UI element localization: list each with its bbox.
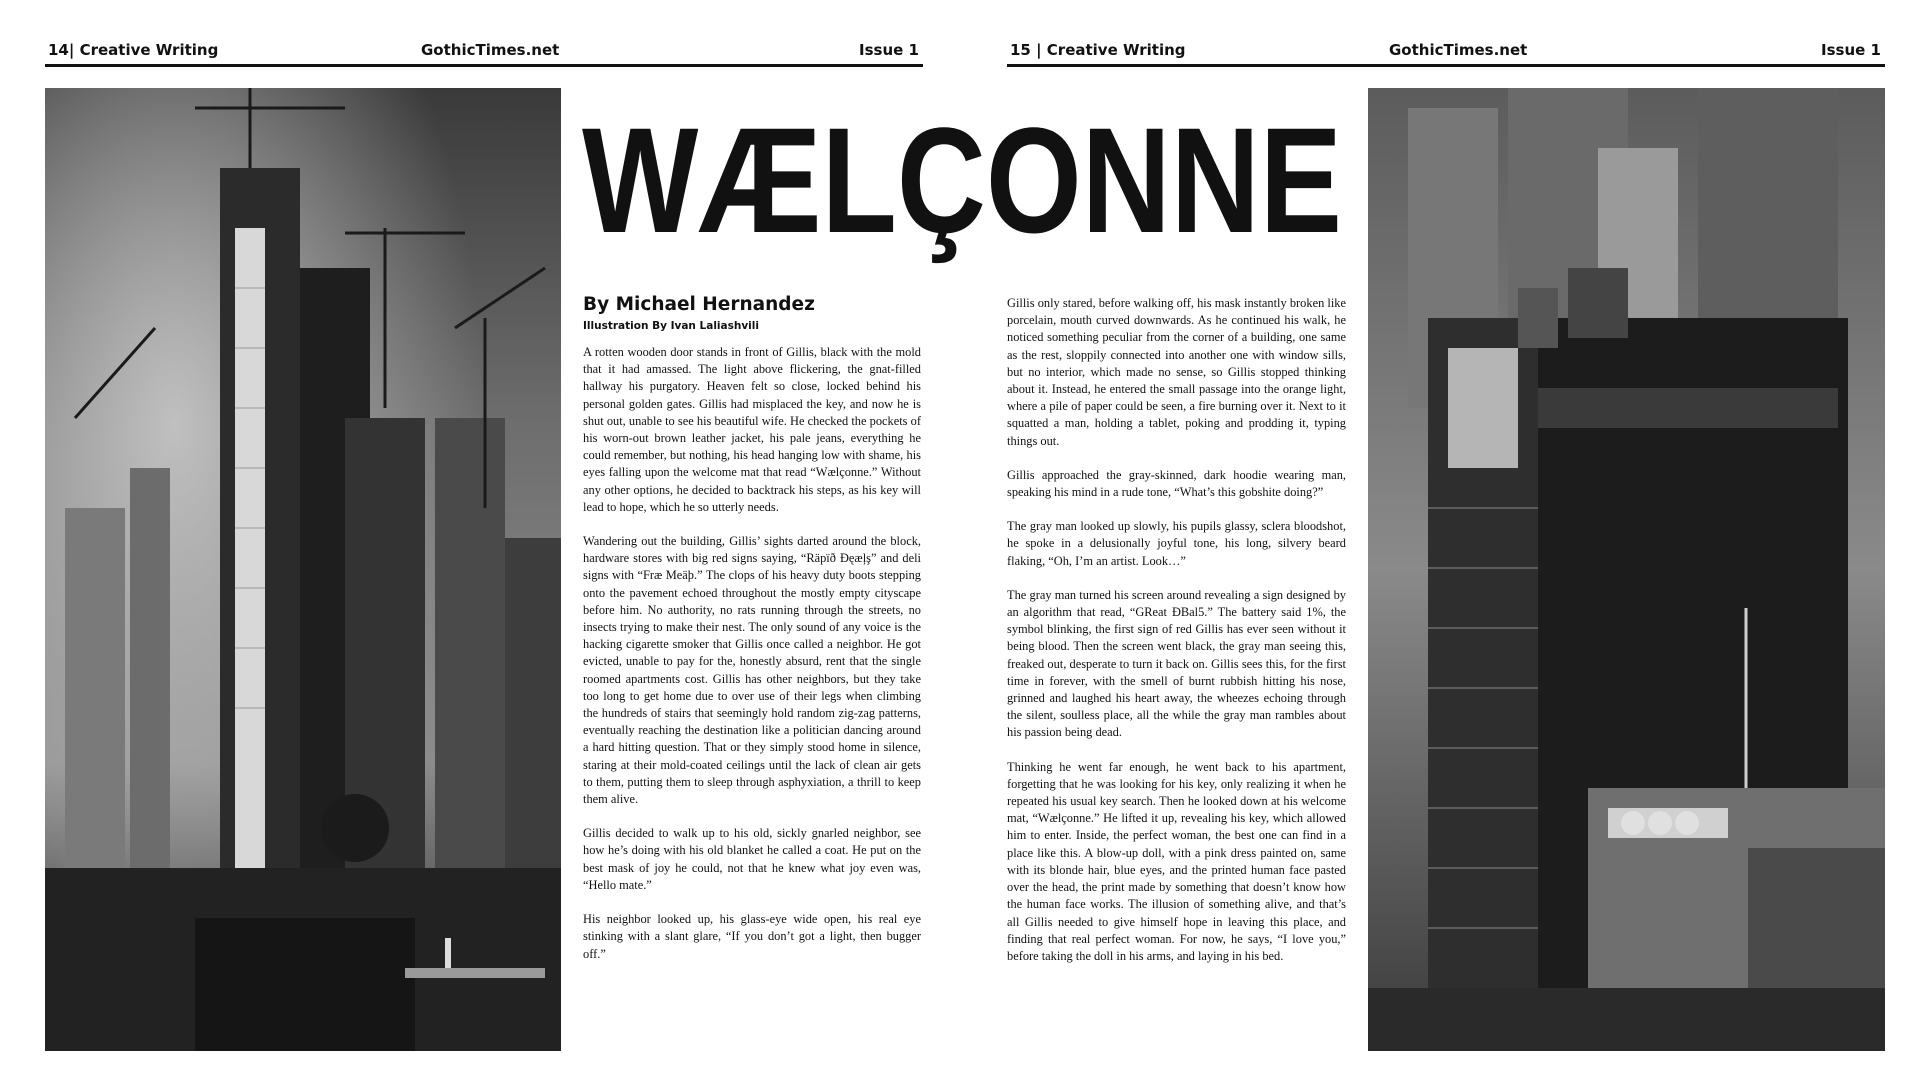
cityscape-illustration-left <box>45 88 561 1051</box>
tower-illustration-right <box>1368 88 1885 1051</box>
paragraph: The gray man looked up slowly, his pupils glassy, sclera bloodshot, he spoke in a delusionally joyful tone, his long, silvery beard flaking, “Oh, I’m an artist. Look…” <box>1007 519 1346 568</box>
dystopian-cityscape-icon <box>45 88 561 1051</box>
paragraph: Wandering out the building, Gillis’ sights darted around the block, hardware stores with big red signs saying, “Räpïð Ðęæļş” and deli signs with “Fræ Meäþ.” The clops of his heavy duty boots stepping onto the pavement echoed throughout the mostly empty cityscape before him. No authority, no rats running through the streets, no insects trying to make their nest. The only sound of any voice is the hacking cigarette smoker that Gillis once called a neighbor. He got evicted, unable to pay for the, honestly absurd, rent that the single roomed apartments cost. Gillis has other neighbors, but they take too long to get home due to over use of their legs when climbing the hundreds of stairs that seemingly hold random zig-zag patterns, eventually reaching the destination like a politician dancing around a hard hitting question. That or they simply stood home in silence, staring at their mold-coated ceilings until the lack of clean air gets to them, putting them to sleep through asphyxiation, a thrill to keep them alive. <box>583 534 921 807</box>
article-column-left <box>583 344 921 980</box>
site-name[interactable]: GothicTimes.net <box>1389 41 1528 59</box>
paragraph: Thinking he went far enough, he went back to his apartment, forgetting that he was looking for his key, only realizing it when he repeated his usual key search. Then he looked down at his welcome mat, “Wælçonne.” He lifted it up, revealing his key, which allowed him to enter. Inside, the perfect woman, the best one can find in a place like this. A blow-up doll, with a pink dress painted on, same with its blonde hair, blue eyes, and the printed human face pasted over the head, the print made by something that doesn’t know how the human face works. The illusion of something alive, and that’s all Gillis needed to give himself hope in leaving this place, and finding that real perfect woman. For now, he says, “I love you,” before taking the doll in his arms, and laying in his bed. <box>1007 759 1346 963</box>
issue-label: Issue 1 <box>859 41 919 59</box>
page-header-right <box>1007 40 1885 67</box>
paragraph: The gray man turned his screen around revealing a sign designed by an algorithm that read, “GReat ÐBal5.” The battery said 1%, the symbol blinking, the first sign of red Gillis has ever seen without it being blood. Then the screen went black, the gray man seeing this, freaked out, desperate to turn it back on. Gillis sees this, for the first time in forever, with the smell of burnt rubbish hitting his nose, grinned and laughed his heart away, the wheezes echoing through the silent, soulless place, all the while the gray man rambles about his passion being dead. <box>1007 587 1346 740</box>
paragraph: His neighbor looked up, his glass-eye wide open, his real eye stinking with a slant glare, “If you don’t got a light, then bugger off.” <box>583 912 921 961</box>
illustration-credit: Illustration By Ivan Laliashvili <box>583 320 759 332</box>
title-text: WÆLÇONNE <box>582 96 1342 264</box>
article-title <box>580 72 1360 312</box>
paragraph: Gillis decided to walk up to his old, sickly gnarled neighbor, see how he’s doing with his old blanket he called a coat. He put on the best mask of joy he could, not that he knew what joy even was, “Hello mate.” <box>583 826 921 892</box>
page-header-left <box>45 40 923 67</box>
paragraph: Gillis approached the gray-skinned, dark hoodie wearing man, speaking his mind in a rude tone, “What’s this gobshite doing?” <box>1007 467 1346 500</box>
brutalist-tower-icon <box>1368 88 1885 1051</box>
paragraph: A rotten wooden door stands in front of Gillis, black with the mold that it had amassed. The light above flickering, the gnat-filled hallway his purgatory. Heaven felt so close, locked behind his personal golden gates. Gillis had misplaced the key, and now he is shut out, unable to see his beautiful wife. He checked the pockets of his worn-out brown leather jacket, his pale jeans, everything he could remember, but nothing, his head hanging low with shame, his eyes falling upon the welcome mat that read “Wælçonne.” Without any other options, he decided to backtrack his steps, as his key will lead to hope, which he so utterly needs. <box>583 345 921 514</box>
article-column-right <box>1007 295 1346 982</box>
paragraph: Gillis only stared, before walking off, his mask instantly broken like porcelain, mouth curved downwards. As he continued his walk, he noticed something peculiar from the corner of a building, one same as the rest, sloppily connected into another one with window sills, but no interior, which made no sense, so Gillis stopped thinking about it. Instead, he entered the small passage into the orange light, where a pile of paper could be seen, a fire burning over it. Next to it squatted a man, holding a tablet, poking and prodding it, typing things out. <box>1007 296 1346 448</box>
page-number-section: 14| Creative Writing <box>48 41 219 59</box>
author-byline: By Michael Hernandez <box>583 294 815 315</box>
page-number-section: 15 | Creative Writing <box>1010 41 1186 59</box>
site-name[interactable]: GothicTimes.net <box>421 41 560 59</box>
issue-label: Issue 1 <box>1821 41 1881 59</box>
